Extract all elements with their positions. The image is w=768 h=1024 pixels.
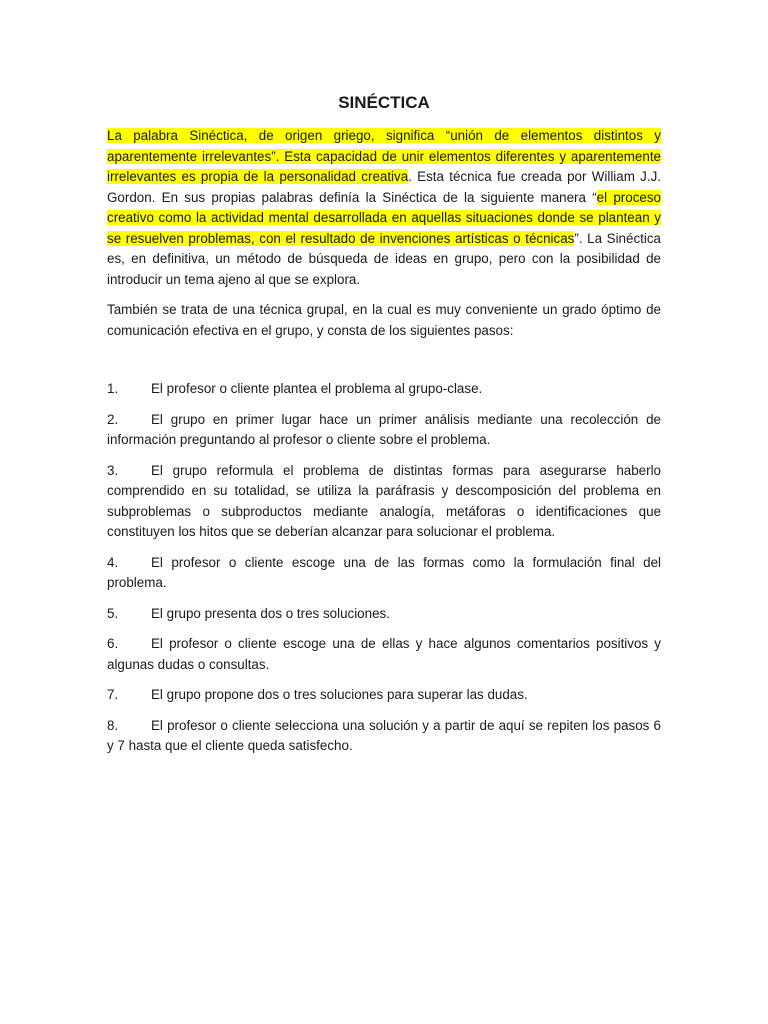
step-number: 6. — [107, 636, 119, 651]
list-item — [107, 379, 661, 400]
list-item — [107, 604, 661, 625]
document-page — [107, 92, 661, 767]
list-item — [107, 716, 661, 757]
list-item — [107, 685, 661, 706]
step-number: 8. — [107, 717, 119, 733]
step-text: El profesor o cliente escoge una de las formas como la formulación final del problema. — [107, 554, 661, 590]
step-number: 3. — [107, 462, 119, 478]
step-text: El profesor o cliente plantea el problema al grupo-clase. — [151, 381, 483, 396]
step-number: 4. — [107, 554, 119, 570]
step-number: 1. — [107, 381, 119, 396]
step-text: El grupo presenta dos o tres soluciones. — [151, 605, 390, 621]
step-text: El profesor o cliente selecciona una solución y a partir de aquí se repiten los pasos 6 y 7 hasta que el cliente queda satisfecho. — [107, 717, 661, 753]
list-item — [107, 553, 661, 594]
highlighted-definition: La palabra Sinéctica, de origen griego, significa “unión de elementos distintos y aparentemente irrelevantes”. Esta capacidad de unir elementos diferentes y aparentemente irrelevantes es propia de la personalidad creativa — [107, 128, 661, 184]
step-number: 5. — [107, 605, 119, 621]
step-text: El grupo propone dos o tres soluciones para superar las dudas. — [151, 687, 528, 702]
list-item — [107, 634, 661, 675]
step-text: El grupo reformula el problema de distintas formas para asegurarse haberlo comprendido en su totalidad, se utiliza la paráfrasis y descomposición del problema en subproblemas o subproductos mediante analogía, metáforas o identificaciones que constituyen los hitos que se deberían alcanzar para solucionar el problema. — [107, 462, 661, 539]
second-paragraph: También se trata de una técnica grupal, en la cual es muy conveniente un grado óptimo de comunicación efectiva en el grupo, y consta de los siguientes pasos: — [107, 302, 661, 338]
intro-text-end: ”. La Sinéctica es, en definitiva, un método de búsqueda de ideas en grupo, pero con la posibilidad de introducir un tema ajeno al que se explora. — [107, 230, 661, 287]
intro-text: . Esta técnica fue creada por William J.J. Gordon. En sus propias palabras definía la Sinéctica de la siguiente manera “ — [107, 169, 661, 205]
step-number: 2. — [107, 411, 119, 427]
intro-paragraph — [107, 126, 661, 290]
step-text: El grupo en primer lugar hace un primer análisis mediante una recolección de información preguntando al profesor o cliente sobre el problema. — [107, 411, 661, 447]
list-item — [107, 461, 661, 543]
highlighted-quote: el proceso creativo como la actividad mental desarrollada en aquellas situaciones donde se plantean y se resuelven problemas, con el resultado de invenciones artísticas o técnicas — [107, 189, 661, 246]
steps-list — [107, 379, 661, 757]
list-item — [107, 410, 661, 451]
document-title: SINÉCTICA — [338, 93, 430, 112]
step-number: 7. — [107, 687, 119, 702]
step-text: El profesor o cliente escoge una de ellas y hace algunos comentarios positivos y algunas dudas o consultas. — [107, 636, 661, 672]
